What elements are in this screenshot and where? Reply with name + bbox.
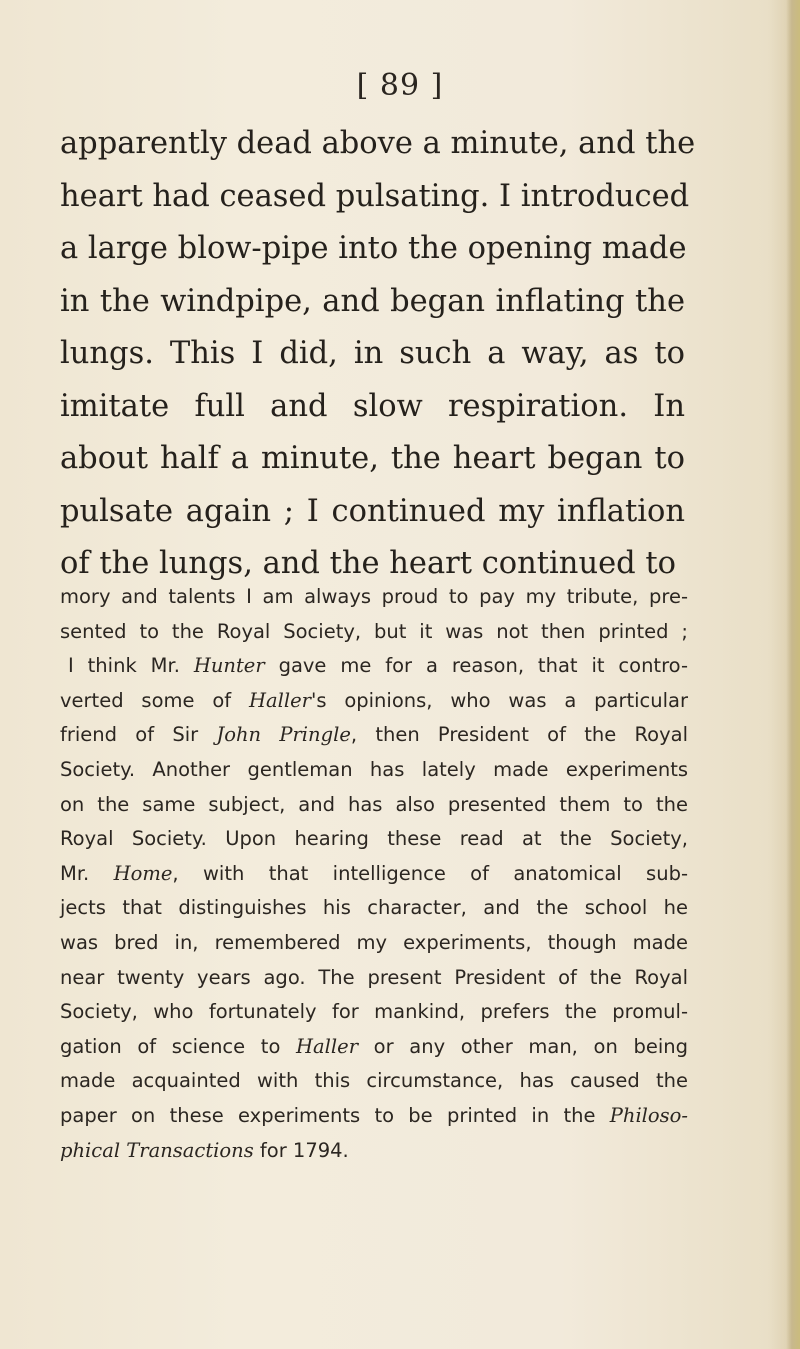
main-text-block <box>60 118 696 591</box>
text-segment: friend of Sir <box>60 723 217 747</box>
footnote-line <box>60 1099 688 1134</box>
text-segment: Mr. <box>60 861 114 885</box>
main-text-line: of the lungs, and the heart continued to <box>60 546 676 581</box>
italic-text: Haller <box>296 1034 359 1058</box>
page-number: [ 89 ] <box>356 68 444 103</box>
page-edge-shadow <box>786 0 800 1349</box>
text-segment: sented to the Royal Society, but it was not then printed ; <box>60 619 688 643</box>
text-segment: gation of science to <box>60 1034 297 1058</box>
main-text-line: imitate full and slow respiration. In <box>60 388 685 424</box>
text-segment: Royal Society. Upon hearing these read at the Society, <box>60 827 688 851</box>
footnote-line <box>60 718 688 753</box>
italic-text: Haller <box>249 688 311 712</box>
text-segment: Society, who fortunately for mankind, prefers the promul- <box>60 1000 688 1024</box>
footnote-line <box>60 1030 688 1065</box>
italic-text: Philoso- <box>609 1103 688 1127</box>
italic-text: John Pringle <box>216 723 351 747</box>
footnote-line <box>60 995 688 1030</box>
text-segment: made acquainted with this circumstance, has caused the <box>60 1069 688 1093</box>
italic-text: Home <box>113 861 173 885</box>
text-segment: jects that distinguishes his character, and the school he <box>60 896 688 920</box>
footnote-line <box>60 857 688 892</box>
footnote-line <box>60 615 688 650</box>
italic-text: Hunter <box>193 654 265 678</box>
footnote-line <box>60 961 688 996</box>
text-segment: or any other man, on being <box>358 1034 689 1058</box>
text-segment: verted some of <box>60 688 249 712</box>
footnote-line <box>60 1064 688 1099</box>
italic-text: phical Transactions <box>60 1138 254 1162</box>
footnote-block <box>60 580 688 1168</box>
text-segment: was bred in, remembered my experiments, though made <box>60 930 688 954</box>
footnote-line <box>60 580 688 615</box>
footnote-line <box>60 1134 688 1169</box>
footnote-line <box>60 926 688 961</box>
text-segment: 's opinions, who was a particular <box>310 688 688 712</box>
main-text-line: about half a minute, the heart began to <box>60 441 685 476</box>
text-segment: I think Mr. <box>68 654 194 678</box>
footnote-line <box>60 753 688 788</box>
text-segment: mory and talents I am always proud to pay my tribute, pre- <box>60 585 688 608</box>
main-text-line: heart had ceased pulsating. I introduced <box>60 178 690 214</box>
main-text-line: in the windpipe, and began inflating the <box>60 283 685 319</box>
text-segment: on the same subject, and has also presented them to the <box>60 792 688 816</box>
main-text-line: lungs. This I did, in such a way, as to <box>60 336 685 371</box>
text-segment: paper on these experiments to be printed in the <box>60 1103 610 1127</box>
text-segment: Society. Another gentleman has lately made experiments <box>60 757 688 781</box>
main-text-line: apparently dead above a minute, and the <box>60 126 696 161</box>
footnote-line <box>60 649 688 684</box>
footnote-line <box>60 788 688 823</box>
text-segment: near twenty years ago. The present President of the Royal <box>60 965 688 989</box>
text-segment: , then President of the Royal <box>350 723 688 747</box>
text-segment: for 1794. <box>253 1138 349 1162</box>
footnote-line <box>60 684 688 719</box>
text-segment: , with that intelligence of anatomical sub- <box>172 861 688 885</box>
footnote-line <box>60 822 688 857</box>
main-text-line: pulsate again ; I continued my inflation <box>60 493 685 529</box>
footnote-line <box>60 891 688 926</box>
main-text-line: a large blow-pipe into the opening made <box>60 231 687 266</box>
text-segment: gave me for a reason, that it contro- <box>264 654 688 678</box>
